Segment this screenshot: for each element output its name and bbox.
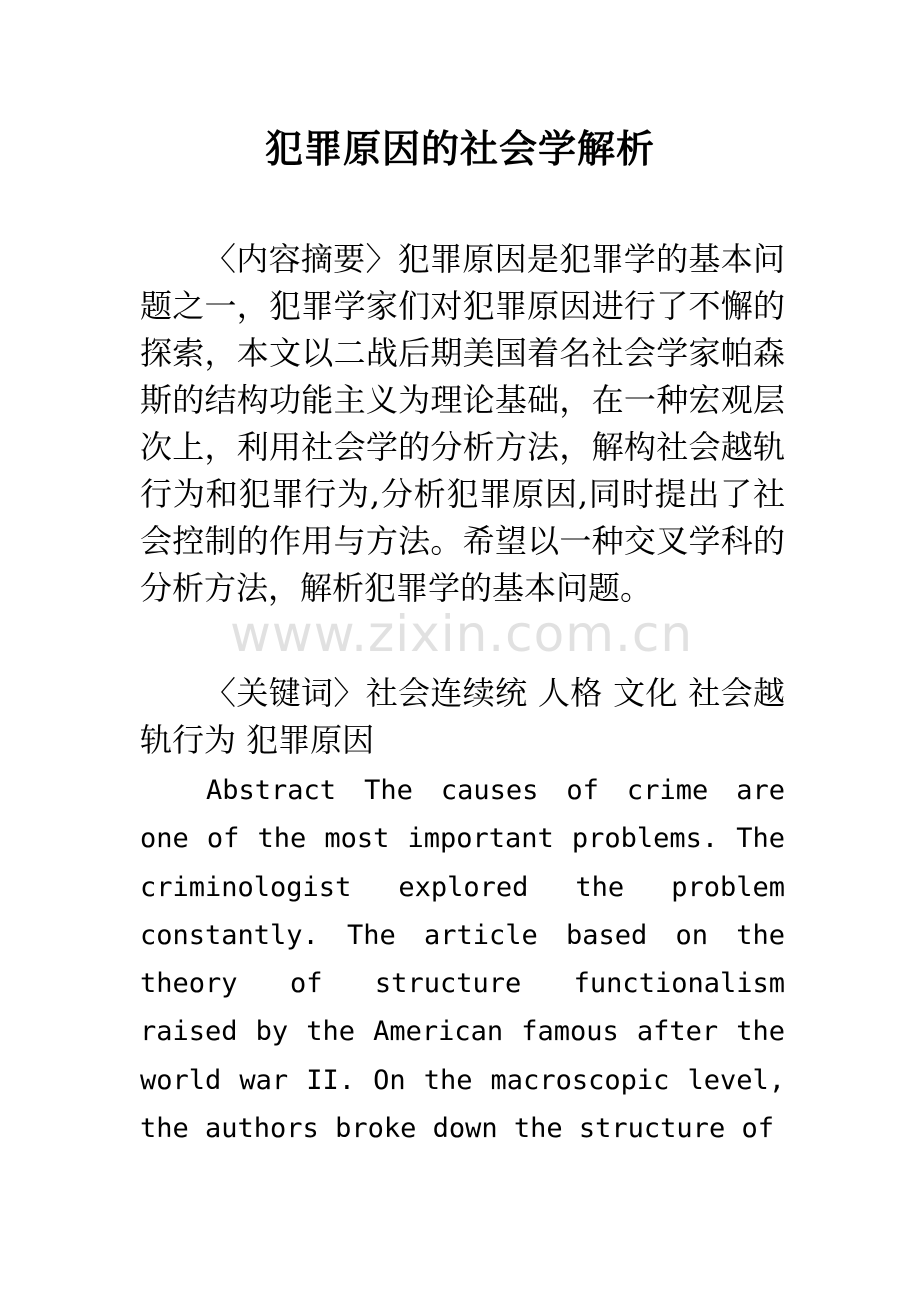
chinese-abstract: 〈内容摘要〉犯罪原因是犯罪学的基本问题之一，犯罪学家们对犯罪原因进行了不懈的探索，本文以二战后期美国着名社会学家帕森斯的结构功能主义为理论基础，在一种宏观层次上，利用社会学的分析方法，解构社会越轨行为和犯罪行为,分析犯罪原因,同时提出了社会控制的作用与方法。希望以一种交叉学科的分析方法，解析犯罪学的基本问题。 [140,240,785,607]
english-abstract: Abstract The causes of crime are one of the most important problems. The criminologist explored the problem constantly. The article based on the theory of structure functionalism raised by the American famous after the world war II. On the macroscopic level, the authors broke down the structure of [140,775,785,1145]
document-title: 犯罪原因的社会学解析 [264,127,655,171]
keywords: 〈关键词〉社会连续统 人格 文化 社会越轨行为 犯罪原因 [140,674,785,759]
watermark: www.zixin.com.cn [230,605,694,663]
